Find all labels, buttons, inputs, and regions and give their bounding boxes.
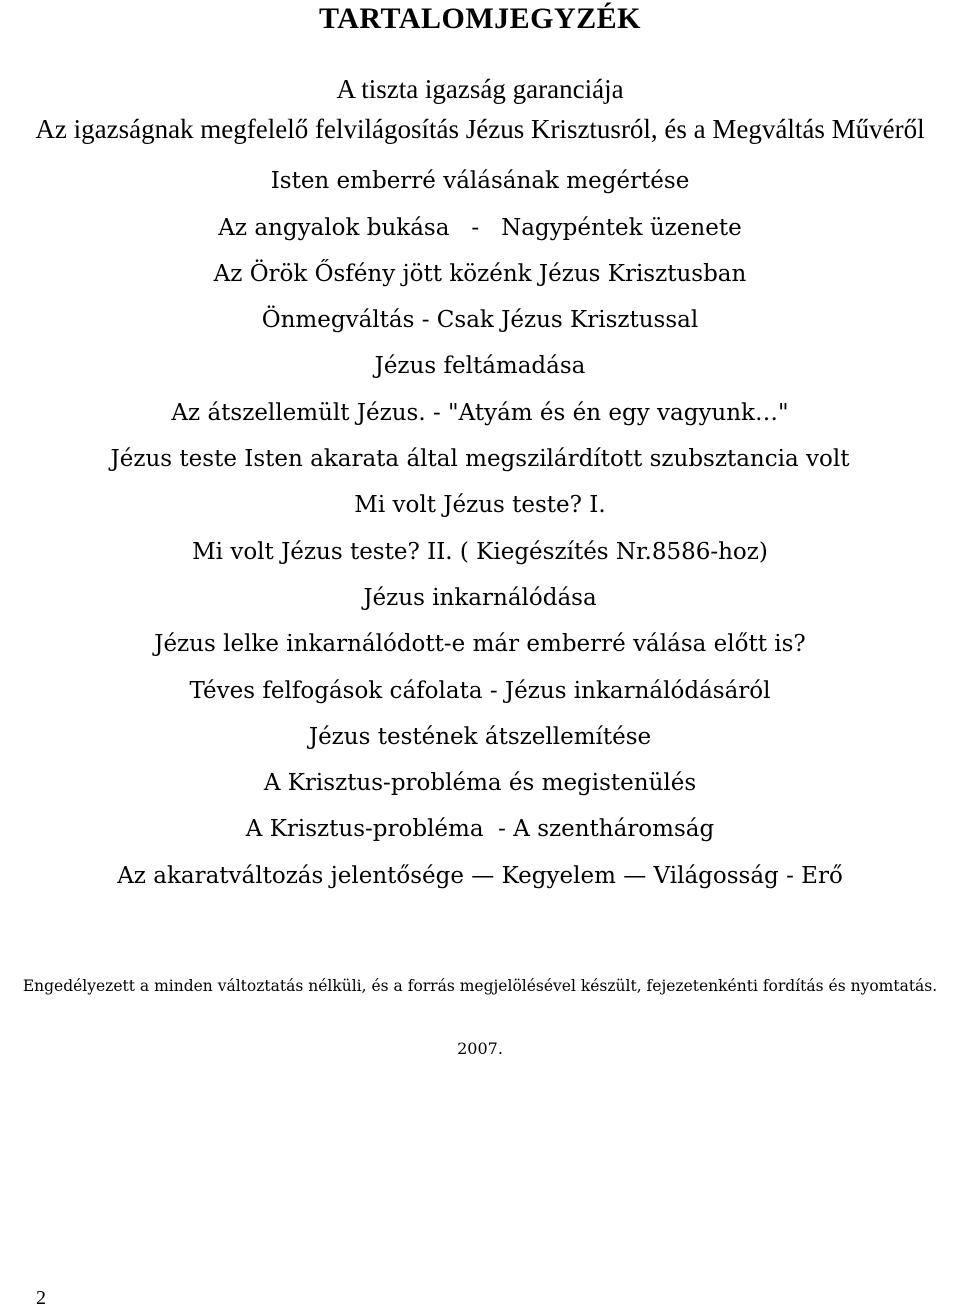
toc-entry: Jézus feltámadása — [374, 353, 586, 380]
toc-entry: Az igazságnak megfelelő felvilágosítás Jézus Krisztusról, és a Megváltás Művéről — [35, 114, 925, 145]
toc-entry: Az akaratváltozás jelentősége — Kegyelem — Világosság - Erő — [117, 862, 843, 889]
toc-entry: Önmegváltás - Csak Jézus Krisztussal — [261, 307, 699, 334]
toc-entry: Jézus testének átszellemítése — [308, 723, 652, 750]
toc-entry: Téves felfogások cáfolata - Jézus inkarnálódásáról — [189, 677, 771, 704]
toc-entry: Mi volt Jézus teste? II. ( Kiegészítés Nr.8586-hoz) — [192, 538, 768, 565]
toc-entry: A Krisztus-probléma - A szentháromság — [245, 816, 715, 843]
toc-entry: Az angyalok bukása - Nagypéntek üzenete — [218, 214, 742, 241]
toc-entry: Jézus teste Isten akarata által megszilárdított szubsztancia volt — [110, 446, 850, 473]
toc-entry: Jézus inkarnálódása — [363, 584, 597, 611]
toc-entry: Isten emberré válásának megértése — [270, 168, 690, 195]
toc-entry: A tiszta igazság garanciája — [336, 74, 624, 104]
toc-entry: Az átszellemült Jézus. - "Atyám és én egy vagyunk…" — [171, 399, 789, 426]
toc-entry: Az Örök Ősfény jött közénk Jézus Krisztusban — [213, 260, 747, 287]
toc-entry: Jézus lelke inkarnálódott-e már emberré válása előtt is? — [154, 631, 806, 658]
toc-entry: Mi volt Jézus teste? I. — [354, 492, 606, 519]
page-number: 2 — [36, 1287, 46, 1309]
document-title: TARTALOMJEGYZÉK — [318, 2, 642, 35]
toc-entry: A Krisztus-probléma és megistenülés — [263, 770, 697, 797]
publication-year: 2007. — [457, 1039, 503, 1058]
permission-notice: Engedélyezett a minden változtatás nélküli, és a forrás megjelölésével készült, fejezetenkénti fordítás és nyomtatás. — [22, 977, 938, 995]
table-of-contents — [0, 66, 960, 899]
